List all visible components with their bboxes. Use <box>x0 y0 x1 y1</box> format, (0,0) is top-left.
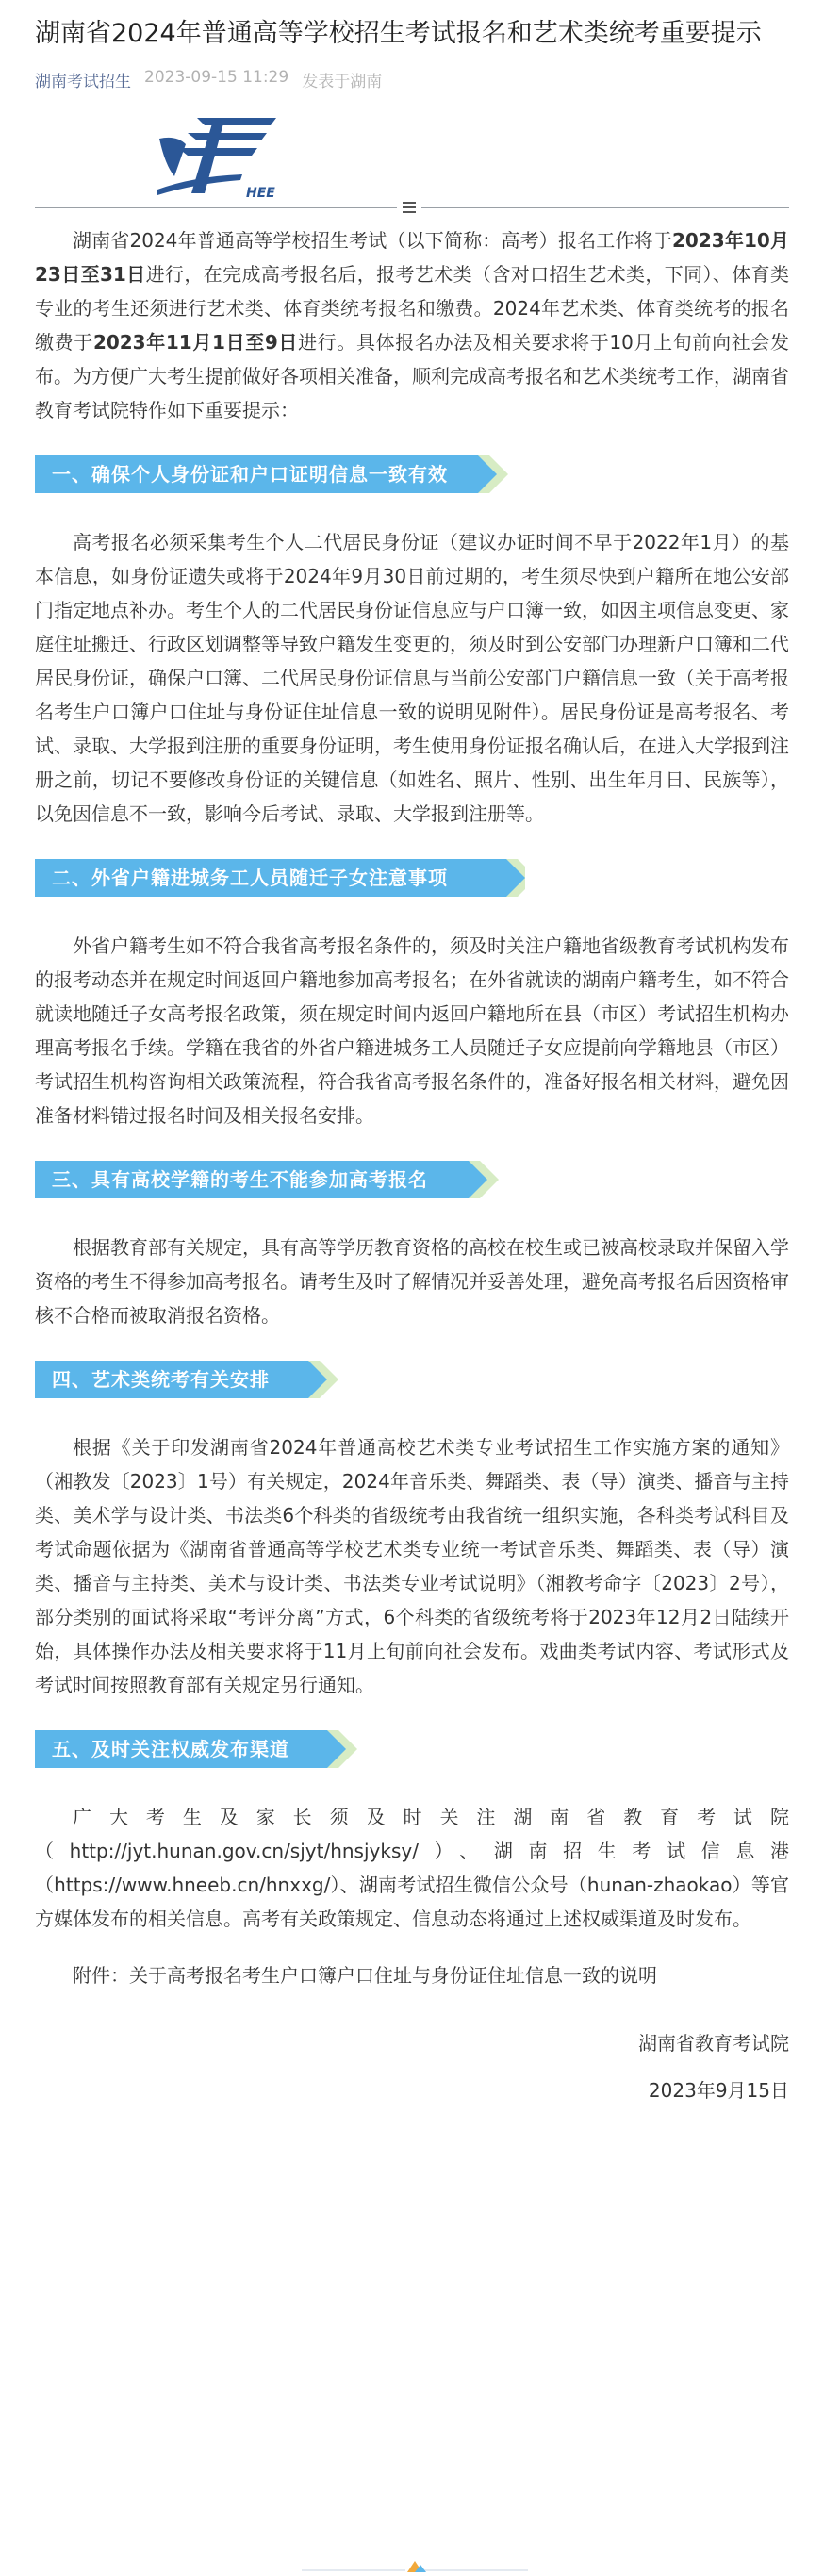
signature-block <box>35 2026 789 2107</box>
section-1-banner <box>35 455 789 493</box>
section-5-title: 五、及时关注权威发布渠道 <box>52 1738 289 1760</box>
signature-org: 湖南省教育考试院 <box>638 2032 789 2055</box>
intro-bold-date-1: 2023年10月23日至31日 <box>35 229 789 286</box>
publish-location: 发表于湖南 <box>302 73 383 91</box>
section-4-title: 四、艺术类统考有关安排 <box>52 1368 270 1391</box>
header-logo-row <box>35 110 789 223</box>
section-2-banner <box>35 859 789 897</box>
intro-paragraph: 湖南省2024年普通高等学校招生考试（以下简称：高考）报名工作将于2023年10月23日至31日进行，在完成高考报名后，报考艺术类（含对口招生艺术类，下同）、体育类专业的考生还须进行艺术类、体育类统考报名和缴费。2024年艺术类、体育类统考的报名缴费于2023年11月1日至9日进行。具体报名办法及相关要求将于10月上旬前向社会发布。为方便广大考生提前做好各项相关准备，顺利完成高考报名和艺术类统考工作，湖南省教育考试院特作如下重要提示： <box>35 229 790 421</box>
section-5-banner <box>35 1730 789 1768</box>
attachment-note: 附件：关于高考报名考生户口簿户口住址与身份证住址信息一致的说明 <box>73 1964 657 1987</box>
hee-logo-icon <box>156 110 280 201</box>
menu-lines-icon <box>397 197 421 218</box>
section-3-title: 三、具有高校学籍的考生不能参加高考报名 <box>52 1168 428 1191</box>
article-title: 湖南省2024年普通高等学校招生考试报名和艺术类统考重要提示 <box>35 19 762 48</box>
footer-ornament-icon <box>0 2559 824 2576</box>
section-3-text: 根据教育部有关规定，具有高等学历教育资格的高校在校生或已被高校录取并保留入学资格的考生不得参加高考报名。请考生及时了解情况并妥善处理，避免高考报名后因资格审核不合格而被取消报名资格。 <box>35 1236 789 1327</box>
publish-date: 2023-09-15 11:29 <box>144 68 289 87</box>
signature-date: 2023年9月15日 <box>648 2079 789 2102</box>
section-2-text: 外省户籍考生如不符合我省高考报名条件的，须及时关注户籍地省级教育考试机构发布的报考动态并在规定时间返回户籍地参加高考报名；在外省就读的湖南户籍考生，如不符合就读地随迁子女高考报名政策，须在规定时间内返回户籍地所在县（市区）考试招生机构办理高考报名手续。学籍在我省的外省户籍进城务工人员随迁子女应提前向学籍地县（市区）考试招生机构咨询相关政策流程，符合我省高考报名条件的，准备好报名相关材料，避免因准备材料错过报名时间及相关报名安排。 <box>35 934 789 1127</box>
section-4-banner <box>35 1361 789 1398</box>
account-name-link[interactable]: 湖南考试招生 <box>35 73 131 91</box>
section-2-title: 二、外省户籍进城务工人员随迁子女注意事项 <box>52 867 448 889</box>
section-5-text: 广大考生及家长须及时关注湖南省教育考试院（http://jyt.hunan.gov.cn/sjyt/hnsjyksy/）、湖南招生考试信息港（https://www.hneeb.cn/hnxxg/）、湖南考试招生微信公众号（hunan-zhaokao）等官方媒体发布的相关信息。高考有关政策规定、信息动态将通过上述权威渠道及时发布。 <box>35 1806 789 1930</box>
intro-bold-date-2: 2023年11月1日至9日 <box>92 331 299 354</box>
section-1-text: 高考报名必须采集考生个人二代居民身份证（建议办证时间不早于2022年1月）的基本信息，如身份证遗失或将于2024年9月30日前过期的，考生须尽快到户籍所在地公安部门指定地点补办。考生个人的二代居民身份证信息应与户口簿一致，如因主项信息变更、家庭住址搬迁、行政区划调整等导致户籍发生变更的，须及时到公安部门办理新户口簿和二代居民身份证，确保户口簿、二代居民身份证信息与当前公安部门户籍信息一致（关于高考报名考生户口簿户口住址与身份证住址信息一致的说明见附件）。居民身份证是高考报名、考试、录取、大学报到注册的重要身份证明，考生使用身份证报名确认后，在进入大学报到注册之前，切记不要修改身份证的关键信息（如姓名、照片、性别、出生年月日、民族等），以免因信息不一致，影响今后考试、录取、大学报到注册等。 <box>35 531 789 825</box>
logo-text: HEE <box>246 186 275 201</box>
article-meta <box>35 68 789 91</box>
section-1-title: 一、确保个人身份证和户口证明信息一致有效 <box>52 463 448 486</box>
article <box>35 0 789 2107</box>
section-4-text: 根据《关于印发湖南省2024年普通高校艺术类专业考试招生工作实施方案的通知》（湘教发〔2023〕1号）有关规定，2024年音乐类、舞蹈类、表（导）演类、播音与主持类、美术学与设计类、书法类6个科类的省级统考由我省统一组织实施，各科类考试科目及考试命题依据为《湖南省普通高等学校艺术类专业统一考试音乐类、舞蹈类、表（导）演类、播音与主持类、美术与设计类、书法类专业考试说明》（湘教考命字〔2023〕2号），部分类别的面试将采取“考评分离”方式，6个科类的省级统考将于2023年12月2日陆续开始，具体操作办法及相关要求将于11月上旬前向社会发布。戏曲类考试内容、考试形式及考试时间按照教育部有关规定另行通知。 <box>35 1436 789 1696</box>
section-3-banner <box>35 1161 789 1198</box>
